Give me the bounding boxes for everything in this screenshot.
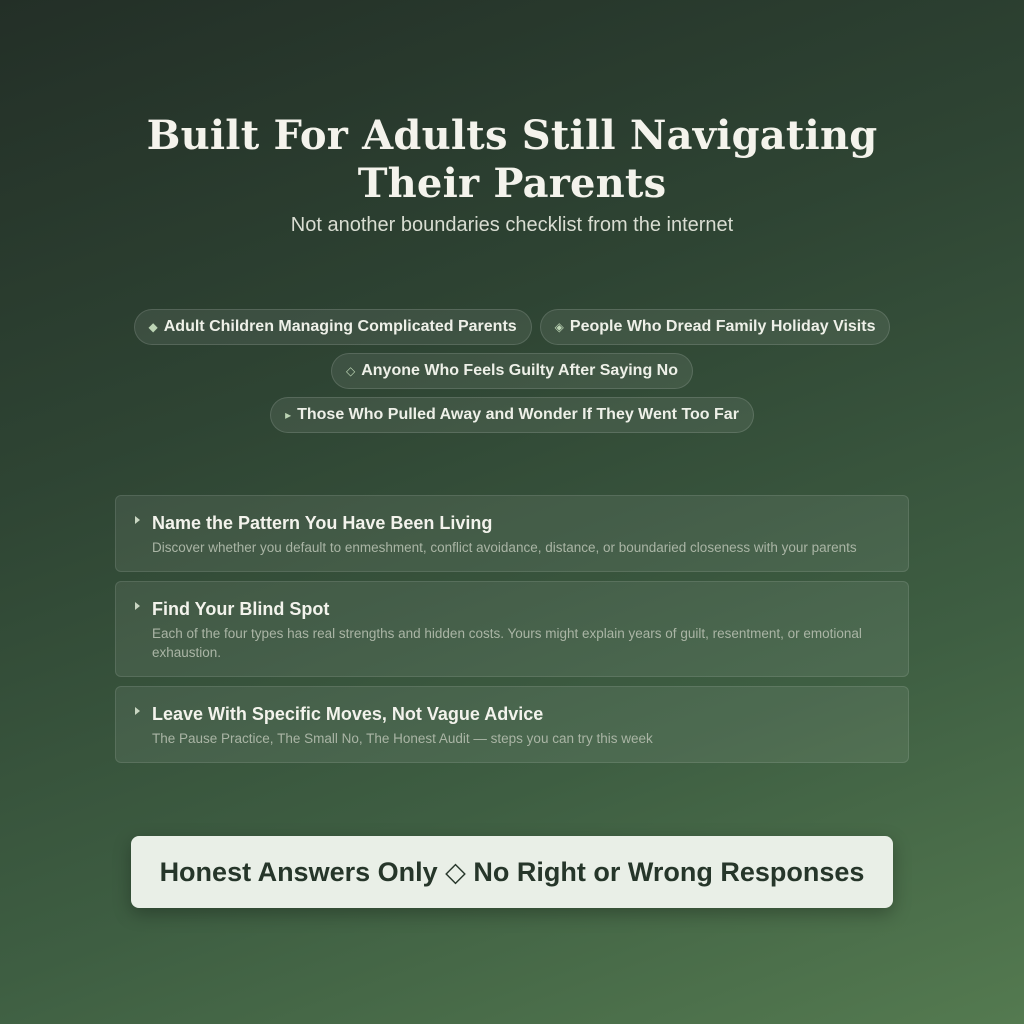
tag-label: Anyone Who Feels Guilty After Saying No: [361, 362, 678, 379]
feature-description: Discover whether you default to enmeshment, conflict avoidance, distance, or boundaried closeness with your parents: [152, 540, 857, 555]
feature-list: [115, 495, 909, 772]
audience-tag-guilty: [331, 353, 693, 389]
feature-card-specific-moves: [115, 686, 909, 763]
page-subtitle: Not another boundaries checklist from the internet: [290, 214, 734, 236]
cta-banner[interactable]: Honest Answers Only ◇ No Right or Wrong Responses: [131, 836, 893, 908]
audience-tag-adult-children: [134, 309, 532, 345]
audience-tags: [100, 309, 924, 441]
triangle-right-icon: [135, 707, 140, 715]
tag-row: [100, 397, 924, 433]
feature-card-blind-spot: [115, 581, 909, 677]
feature-title: Leave With Specific Moves, Not Vague Advice: [152, 704, 544, 724]
tag-label: Those Who Pulled Away and Wonder If They Went Too Far: [297, 406, 739, 423]
triangle-right-icon: ▸: [285, 408, 292, 422]
triangle-right-icon: [135, 516, 140, 524]
page-title: Built For Adults Still Navigating Their Parents: [146, 112, 878, 207]
audience-tag-holiday-visits: [540, 309, 891, 345]
tag-label: People Who Dread Family Holiday Visits: [569, 318, 876, 335]
triangle-right-icon: [135, 602, 140, 610]
hollow-diamond-icon: ◇: [345, 364, 356, 378]
feature-description: Each of the four types has real strengths and hidden costs. Yours might explain years of guilt, resentment, or emotional exhaustion.: [152, 626, 862, 660]
feature-card-pattern: [115, 495, 909, 572]
feature-description: The Pause Practice, The Small No, The Honest Audit — steps you can try this week: [152, 731, 653, 746]
feature-title: Name the Pattern You Have Been Living: [152, 513, 493, 533]
tag-row: [100, 353, 924, 389]
diamond-in-diamond-icon: ◈: [554, 320, 564, 334]
tag-label: Adult Children Managing Complicated Parents: [163, 318, 517, 335]
audience-tag-pulled-away: [270, 397, 754, 433]
filled-diamond-icon: ◆: [148, 320, 158, 334]
tag-row: [100, 309, 924, 345]
feature-title: Find Your Blind Spot: [152, 599, 330, 619]
